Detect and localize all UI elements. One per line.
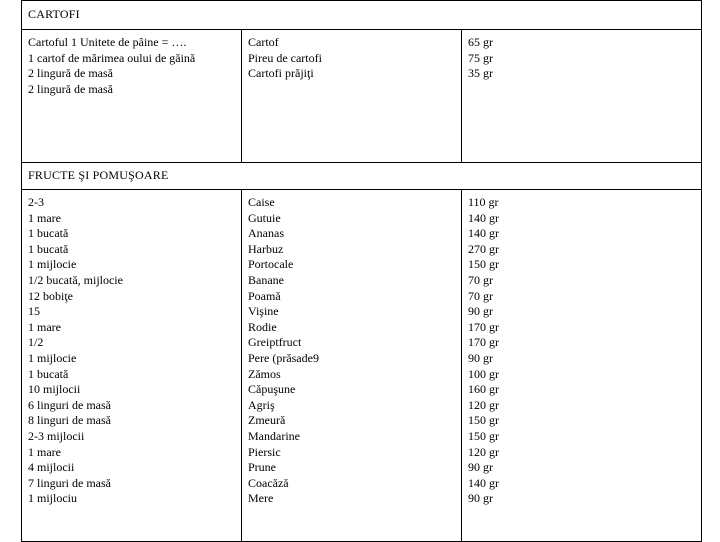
cell-line: 90 gr (468, 350, 493, 365)
cell-line: 170 gr (468, 335, 499, 350)
table-row (22, 190, 702, 542)
cell-line: Piersic (248, 444, 281, 459)
table-row (22, 30, 702, 163)
cell-line: 2 lingură de masă (28, 66, 113, 81)
cell-line: Cartof (248, 35, 279, 49)
cell-line: Harbuz (248, 241, 284, 256)
cell-line: 1/2 (28, 335, 44, 350)
cell-line: 1 mare (28, 444, 61, 459)
cell-line: 270 gr (468, 241, 499, 256)
cell-line: Gutuie (248, 210, 281, 225)
cell-line: 12 bobiţe (28, 288, 73, 303)
weight-cell (462, 190, 702, 542)
cell-line: 7 linguri de masă (28, 475, 111, 490)
cell-line: 110 gr (468, 195, 499, 209)
cell-line: 75 gr (468, 50, 493, 65)
cell-line: Cartoful 1 Unitete de pâine = …. (28, 35, 187, 49)
cell-line: Cartofi prăjiţi (248, 66, 314, 81)
cell-line: 1 bucată (28, 226, 69, 241)
cell-line: Pere (prăsade9 (248, 350, 319, 365)
cell-line: 70 gr (468, 288, 493, 303)
cell-line: 1 bucată (28, 366, 69, 381)
cell-line: Poamă (248, 288, 281, 303)
weight-cell (462, 30, 702, 163)
cell-line: 90 gr (468, 304, 493, 319)
cell-line: 150 gr (468, 257, 499, 272)
section-header-row (22, 163, 702, 190)
cell-line: 160 gr (468, 382, 499, 397)
cell-line: 1 mijlociu (28, 491, 77, 506)
cell-line: Căpuşune (248, 382, 296, 397)
section-title: CARTOFI (22, 1, 702, 30)
food-exchange-table (21, 0, 702, 542)
quantity-cell (22, 190, 242, 542)
cell-line: 1 mijlocie (28, 257, 77, 272)
cell-line: 1 mare (28, 210, 61, 225)
cell-line: 90 gr (468, 460, 493, 475)
food-cell (242, 190, 462, 542)
cell-line: Zmeură (248, 413, 286, 428)
cell-line: Ananas (248, 226, 284, 241)
cell-line: Pireu de cartofi (248, 50, 322, 65)
cell-line: 150 gr (468, 428, 499, 443)
cell-line: Vişine (248, 304, 279, 319)
cell-line: 2-3 mijlocii (28, 428, 85, 443)
cell-line: 140 gr (468, 475, 499, 490)
cell-line: Coacăză (248, 475, 289, 490)
section-title: FRUCTE ŞI POMUŞOARE (22, 163, 702, 190)
section-header-row (22, 1, 702, 30)
cell-line: 1/2 bucată, mijlocie (28, 272, 123, 287)
cell-line: 120 gr (468, 444, 499, 459)
cell-line: 10 mijlocii (28, 382, 81, 397)
cell-line: Rodie (248, 319, 277, 334)
cell-line: 65 gr (468, 35, 493, 49)
cell-line: 1 mare (28, 319, 61, 334)
cell-line: 100 gr (468, 366, 499, 381)
cell-line: Zămos (248, 366, 281, 381)
cell-line: 6 linguri de masă (28, 397, 111, 412)
food-cell (242, 30, 462, 163)
cell-line: 15 (28, 304, 40, 319)
cell-line: Portocale (248, 257, 294, 272)
cell-line: 150 gr (468, 413, 499, 428)
cell-line: 170 gr (468, 319, 499, 334)
cell-line: Banane (248, 272, 284, 287)
cell-line: 140 gr (468, 226, 499, 241)
cell-line: Agriş (248, 397, 275, 412)
cell-line: Prune (248, 460, 276, 475)
cell-line: 2 lingură de masă (28, 81, 113, 96)
cell-line: 140 gr (468, 210, 499, 225)
quantity-cell (22, 30, 242, 163)
cell-line: 70 gr (468, 272, 493, 287)
cell-line: 1 mijlocie (28, 350, 77, 365)
cell-line: 35 gr (468, 66, 493, 81)
cell-line: 8 linguri de masă (28, 413, 111, 428)
cell-line: 1 bucată (28, 241, 69, 256)
cell-line: 2-3 (28, 195, 44, 209)
cell-line: 120 gr (468, 397, 499, 412)
cell-line: Mere (248, 491, 274, 506)
cell-line: Caise (248, 195, 275, 209)
cell-line: Mandarine (248, 428, 300, 443)
cell-line: 1 cartof de mărimea oului de găină (28, 50, 196, 65)
cell-line: 90 gr (468, 491, 493, 506)
cell-line: Greiptfruct (248, 335, 302, 350)
cell-line: 4 mijlocii (28, 460, 75, 475)
